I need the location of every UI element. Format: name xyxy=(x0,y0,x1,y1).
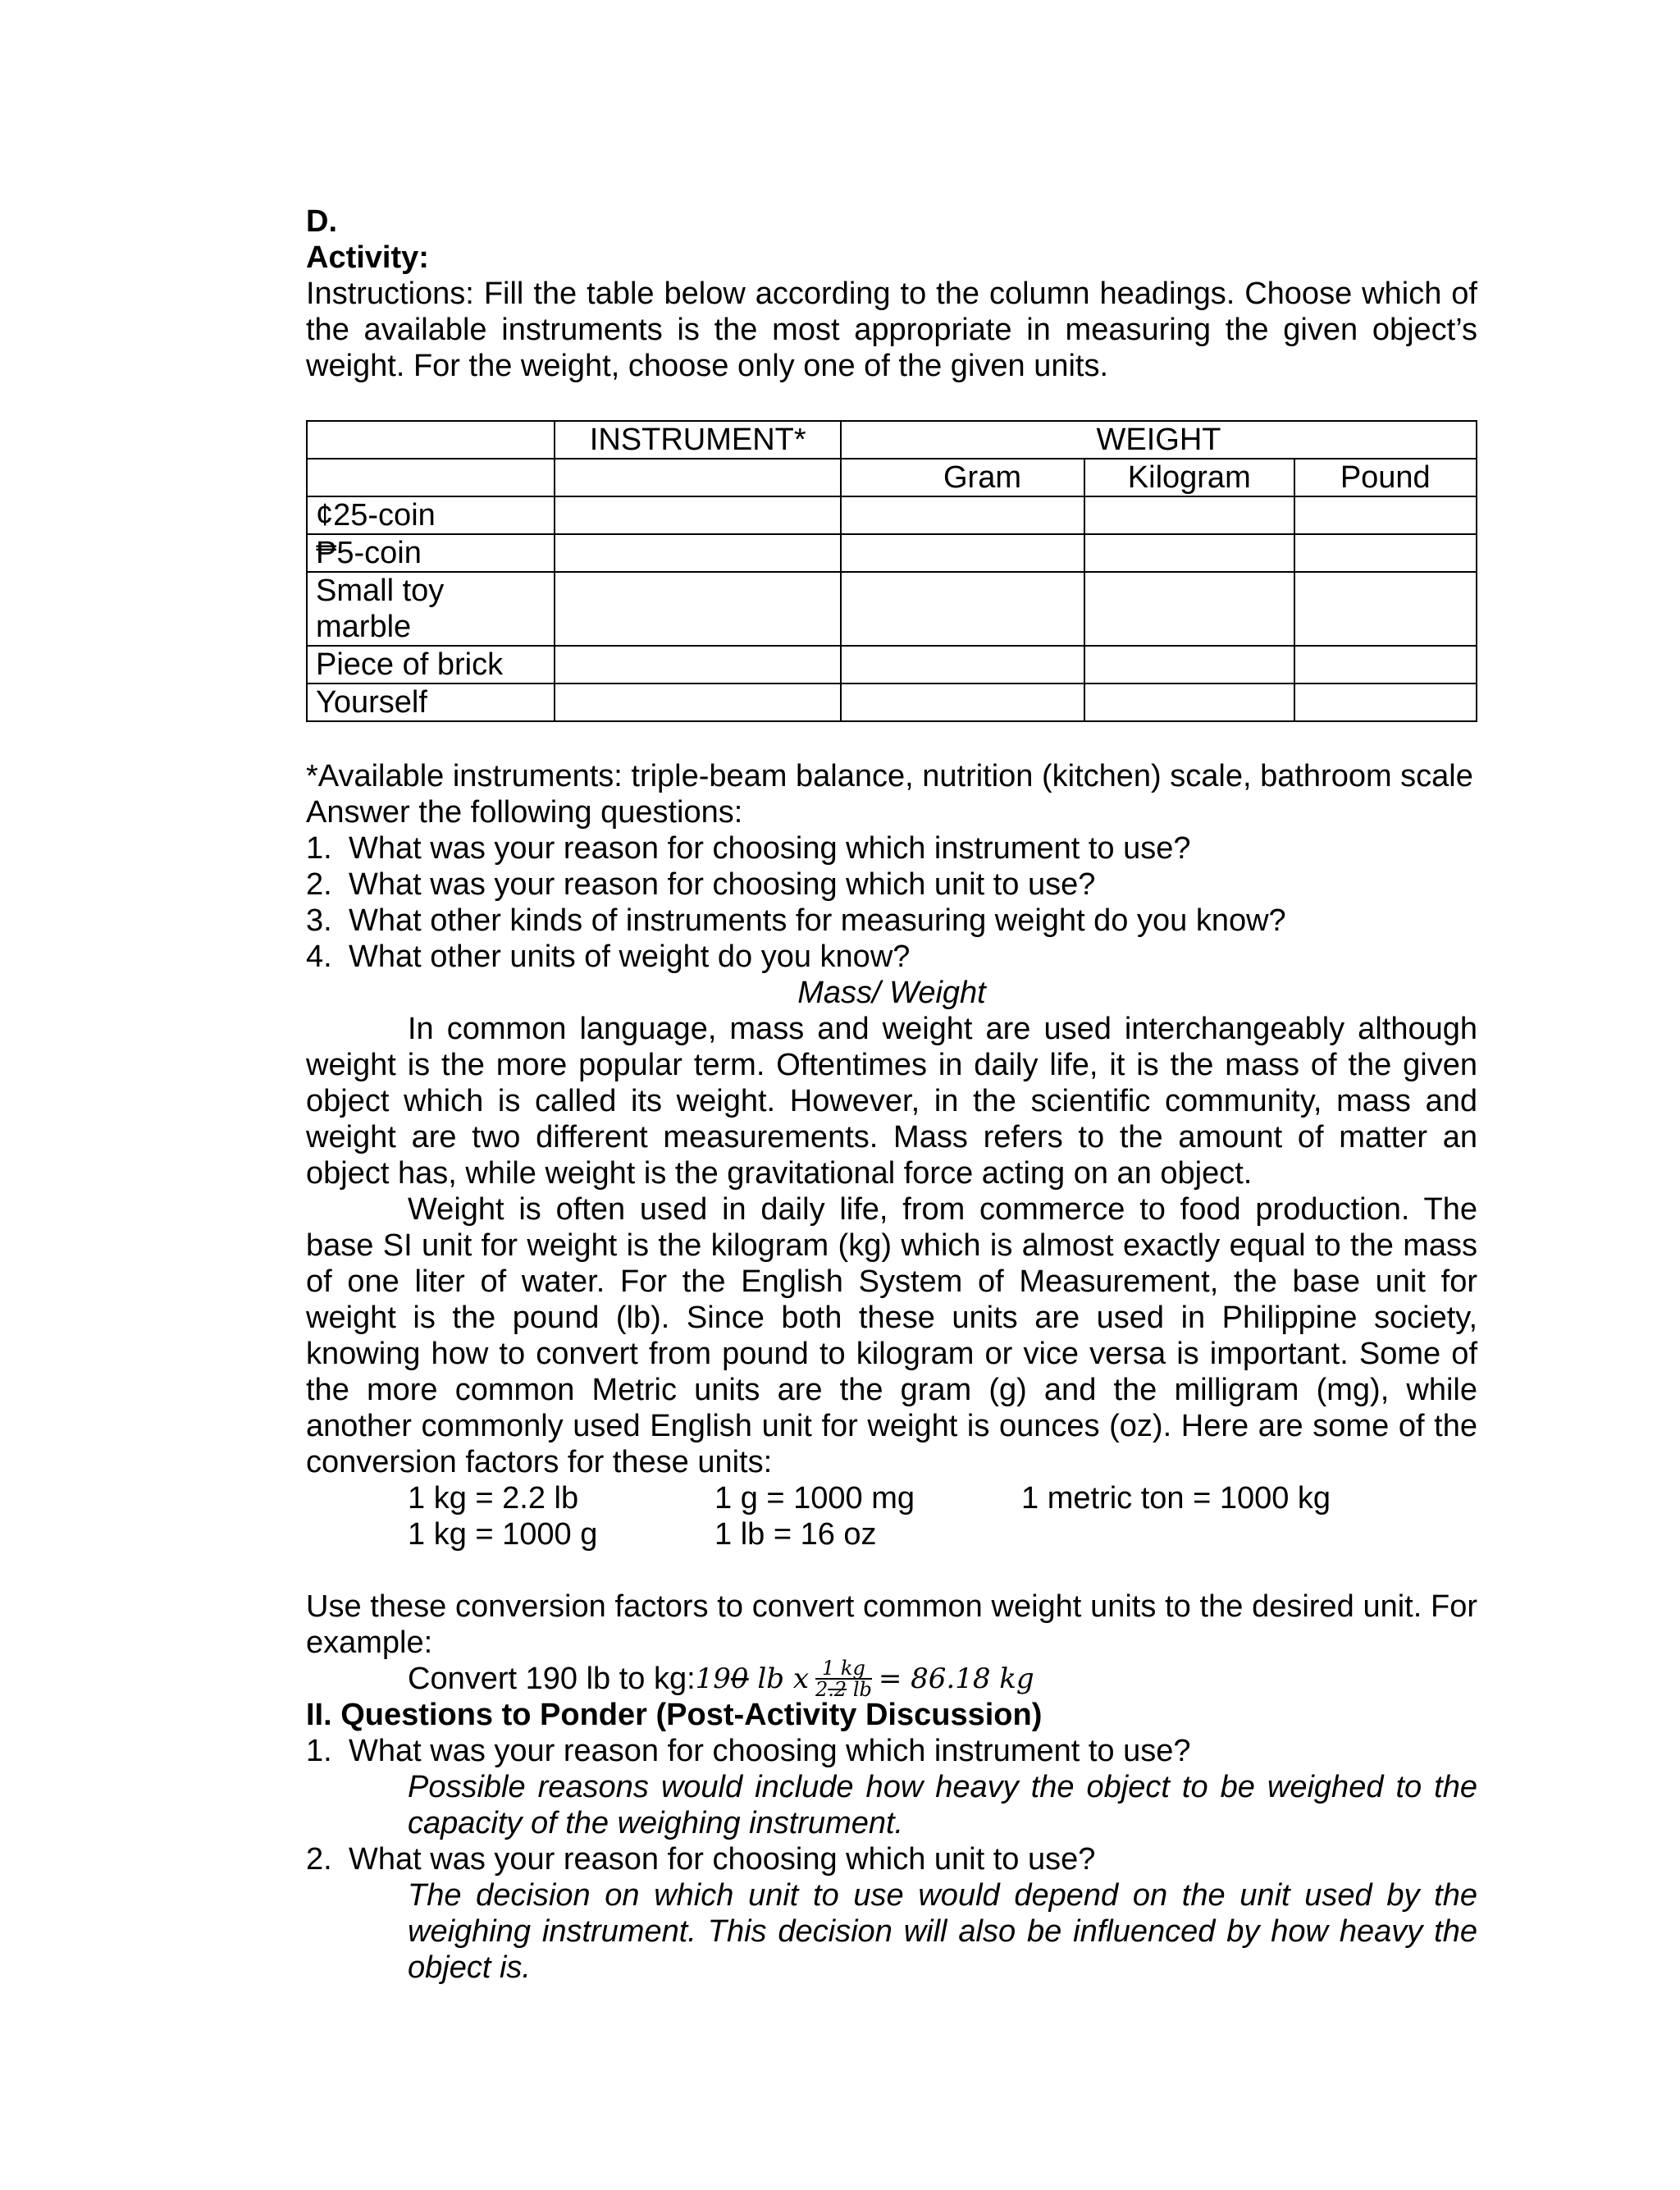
paragraph-units: Weight is often used in daily life, from commerce to food production. The base SI unit for weight is the kilogram (kg) which is almost exactly equal to the mass of one liter of water. For the English System of Measurement, the base unit for weight is the pound (lb). Since both these units are used in Philippine society, knowing how to convert from pound to kilogram or vice versa is important. Some of the more common Metric units are the gram (g) and the milligram (mg), while another commonly used English unit for weight is ounces (oz). Here are some of the conversion factors for these units: xyxy=(306,1192,1477,1479)
section-title: Mass/ Weight xyxy=(797,976,986,1010)
table-row xyxy=(307,684,1477,721)
activity-title: Activity: xyxy=(306,240,429,275)
table-row xyxy=(307,572,1477,646)
table-row xyxy=(307,646,1477,684)
gram-cell[interactable] xyxy=(841,496,1084,534)
pound-cell[interactable] xyxy=(1294,646,1477,684)
table-corner-cell xyxy=(307,421,555,459)
list-item: 4. What other units of weight do you know? xyxy=(306,940,911,974)
section-letter: D. xyxy=(306,204,337,239)
table-row xyxy=(307,496,1477,534)
unit-pound-header: Pound xyxy=(1294,459,1477,496)
pound-cell[interactable] xyxy=(1294,534,1477,572)
answer-text: The decision on which unit to use would depend on the unit used by the weighing instrument. This decision will also be influenced by how heavy the object is. xyxy=(408,1878,1477,1985)
conversion-fraction: $\frac{1 kg}{2.2 lb}$ xyxy=(815,1657,872,1701)
instrument-cell[interactable] xyxy=(555,572,841,646)
unit-kilogram-header: Kilogram xyxy=(1084,459,1294,496)
object-cell: ¢25-coin xyxy=(307,496,555,534)
kilogram-cell[interactable] xyxy=(1084,572,1294,646)
list-item: 1. What was your reason for choosing which instrument to use? xyxy=(306,831,1191,866)
pound-cell[interactable] xyxy=(1294,496,1477,534)
gram-cell[interactable] xyxy=(841,572,1084,646)
use-conversion-text: Use these conversion factors to convert common weight units to the desired unit. For example: xyxy=(306,1589,1477,1660)
weight-header: WEIGHT xyxy=(841,421,1477,459)
kilogram-cell[interactable] xyxy=(1084,534,1294,572)
table-unit-row xyxy=(307,459,1477,496)
object-cell: Piece of brick xyxy=(307,646,555,684)
conversion-factors: 1 kg = 2.2 lb 1 g = 1000 mg 1 metric ton = 1000 kg 1 kg = 1000 g 1 lb = 16 oz xyxy=(408,1481,1331,1552)
answer-prompt: Answer the following questions: xyxy=(306,795,743,830)
gram-cell[interactable] xyxy=(841,534,1084,572)
question-list xyxy=(306,830,1477,975)
kilogram-cell[interactable] xyxy=(1084,684,1294,721)
conversion-example: Convert 190 lb to kg: 190 lb x $\frac{1 kg}{2.2 lb}$ = 86.18 kg xyxy=(408,1657,1034,1701)
object-cell: ₱5-coin xyxy=(307,534,555,572)
kilogram-cell[interactable] xyxy=(1084,496,1294,534)
answer-text: Possible reasons would include how heavy the object to be weighed to the capacity of the weighing instrument. xyxy=(408,1770,1477,1840)
gram-cell[interactable] xyxy=(841,646,1084,684)
section-2-title: II. Questions to Ponder (Post-Activity Discussion) xyxy=(306,1698,1043,1732)
pound-cell[interactable] xyxy=(1294,572,1477,646)
discussion-list xyxy=(306,1733,1477,1986)
kilogram-cell[interactable] xyxy=(1084,646,1294,684)
pound-cell[interactable] xyxy=(1294,684,1477,721)
example-result: = 86.18 kg xyxy=(878,1662,1034,1695)
table-header-row xyxy=(307,421,1477,459)
list-item: 2. What was your reason for choosing which unit to use? xyxy=(306,867,1096,902)
instrument-cell[interactable] xyxy=(555,646,841,684)
example-expression: 190 lb x xyxy=(695,1662,809,1695)
instrument-cell[interactable] xyxy=(555,684,841,721)
instruments-footnote: *Available instruments: triple-beam balance, nutrition (kitchen) scale, bathroom scale xyxy=(306,759,1473,793)
list-item: 2. What was your reason for choosing which unit to use? xyxy=(306,1842,1096,1877)
list-item: 1. What was your reason for choosing which instrument to use? xyxy=(306,1734,1191,1768)
object-cell: Small toy marble xyxy=(307,572,555,646)
document-page xyxy=(306,203,1477,1986)
instructions-text: Instructions: Fill the table below according to the column headings. Choose which of the available instruments is the most appropriate in measuring the given object’s weight. For the weight, choose only one of the given units. xyxy=(306,277,1477,383)
gram-cell[interactable] xyxy=(841,684,1084,721)
activity-table xyxy=(306,420,1477,722)
instrument-header: INSTRUMENT* xyxy=(555,421,841,459)
instrument-cell[interactable] xyxy=(555,534,841,572)
list-item: 3. What other kinds of instruments for measuring weight do you know? xyxy=(306,903,1286,938)
object-cell: Yourself xyxy=(307,684,555,721)
unit-gram-header: Gram xyxy=(841,459,1084,496)
table-row xyxy=(307,534,1477,572)
instrument-cell[interactable] xyxy=(555,496,841,534)
paragraph-mass-weight: In common language, mass and weight are used interchangeably although weight is the more popular term. Oftentimes in daily life, it is the mass of the given object which is called its weight. However, in the scientific community, mass and weight are two different measurements. Mass refers to the amount of matter an object has, while weight is the gravitational force acting on an object. xyxy=(306,1012,1477,1191)
